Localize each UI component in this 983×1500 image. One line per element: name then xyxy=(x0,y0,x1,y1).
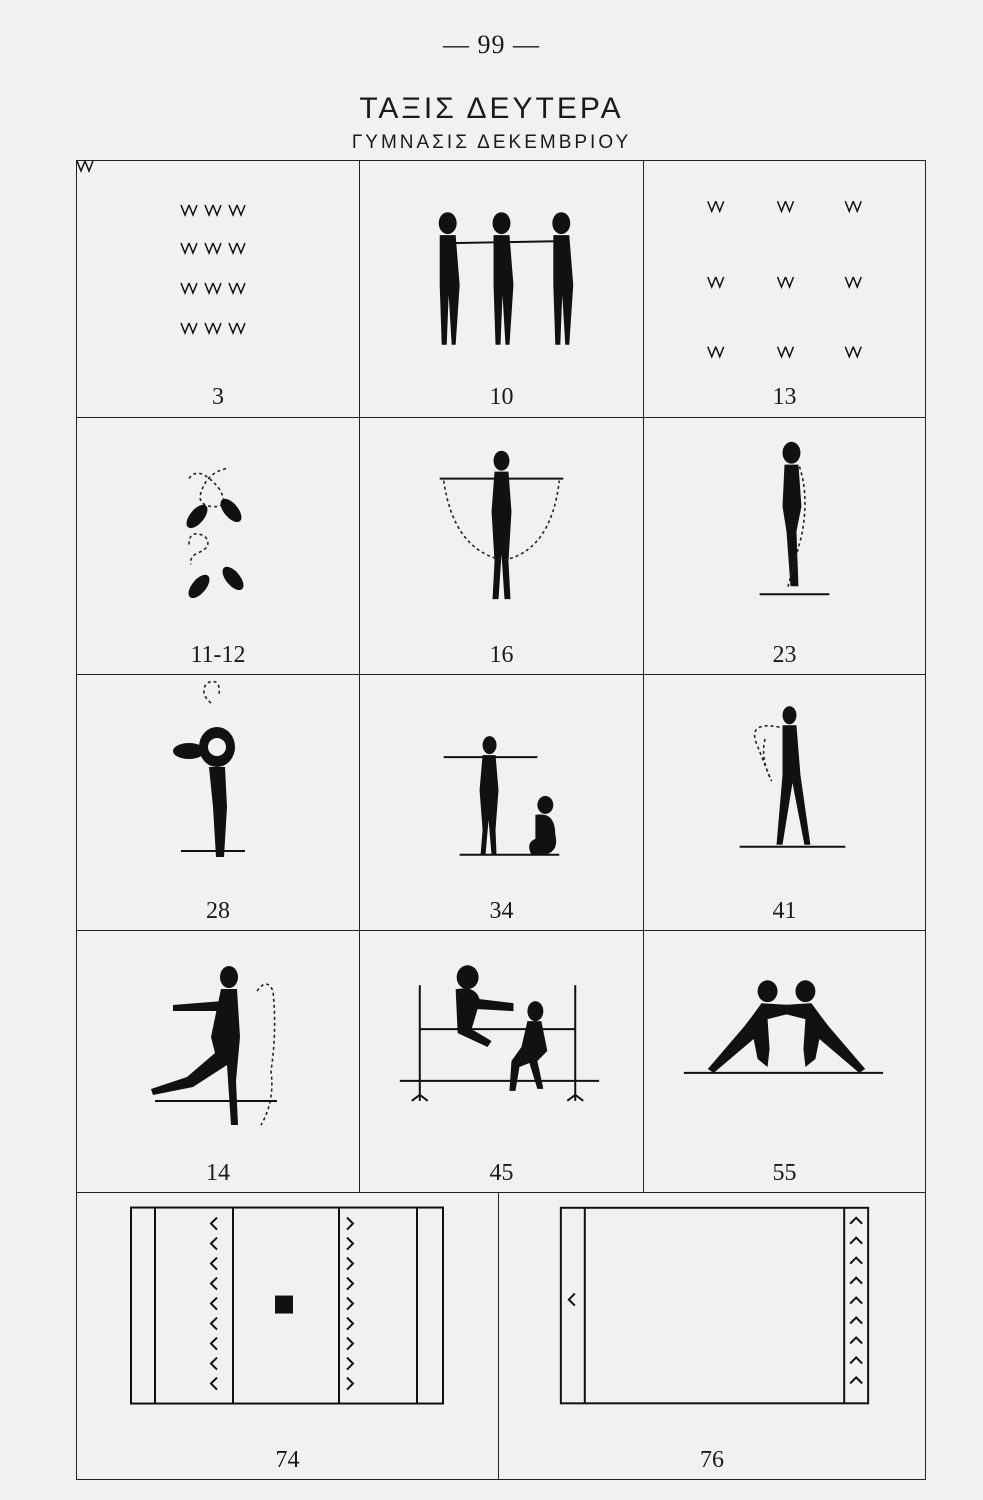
pushing-pair-drawing xyxy=(644,931,925,1151)
figure-label: 13 xyxy=(772,384,797,410)
page-title: ΤΑΞΙΣ ΔΕΥΤΕΡΑ xyxy=(359,92,624,125)
player-marks-right xyxy=(850,1218,862,1384)
figure-3 xyxy=(77,161,359,417)
figure-label: 16 xyxy=(489,642,514,668)
figure-label: 45 xyxy=(489,1160,514,1186)
figure-74 xyxy=(77,1193,498,1480)
figure-16 xyxy=(359,418,643,675)
foot-steps-drawing xyxy=(77,418,359,634)
leg-swing-drawing xyxy=(77,931,359,1151)
figure-11-12 xyxy=(77,418,359,675)
spread-formation-drawing xyxy=(644,161,925,376)
figure-45 xyxy=(359,931,643,1193)
figure-41 xyxy=(643,675,925,931)
player-marks-left xyxy=(211,1218,217,1390)
leg-raise-balance-drawing xyxy=(77,675,359,890)
figure-label: 14 xyxy=(206,1160,230,1186)
page-number: — 99 — xyxy=(443,30,540,59)
figure-14 xyxy=(77,931,359,1193)
figure-grid xyxy=(76,160,926,1480)
figure-55 xyxy=(643,931,925,1193)
figure-28 xyxy=(77,675,359,931)
high-jump-drawing xyxy=(360,931,643,1151)
figure-label: 55 xyxy=(772,1160,797,1186)
figure-label: 28 xyxy=(206,898,230,924)
field-diagram-74 xyxy=(77,1193,498,1434)
straddle-stand-drawing xyxy=(644,675,925,890)
figure-label: 3 xyxy=(212,384,224,410)
figure-23 xyxy=(643,418,925,675)
figure-label: 34 xyxy=(489,898,514,924)
figure-34 xyxy=(359,675,643,931)
figure-76 xyxy=(498,1193,925,1480)
footprint-icon xyxy=(77,161,93,171)
ball-icon xyxy=(275,1296,293,1314)
figure-13 xyxy=(643,161,925,417)
arms-raised-sideways-drawing xyxy=(360,418,643,634)
figure-label: 74 xyxy=(275,1447,300,1473)
figure-10 xyxy=(359,161,643,417)
field-diagram-76 xyxy=(499,1193,925,1434)
knee-raise-side-view-drawing xyxy=(644,418,925,634)
figure-row-2 xyxy=(77,417,925,675)
stand-and-squat-drawing xyxy=(360,675,643,890)
figure-row-3 xyxy=(77,674,925,931)
figure-label: 41 xyxy=(772,898,797,924)
figure-label: 23 xyxy=(772,642,797,668)
figure-label: 11-12 xyxy=(190,642,246,668)
figure-row-1 xyxy=(77,161,925,417)
figure-label: 10 xyxy=(489,384,514,410)
figure-label: 76 xyxy=(700,1447,724,1473)
footprint-formation-drawing xyxy=(77,161,359,376)
three-standing-figures-drawing xyxy=(360,161,643,376)
figure-row-5 xyxy=(77,1192,925,1480)
page-subtitle: ΓΥΜΝΑΣΙΣ ΔΕΚΕΜΒΡΙΟΥ xyxy=(351,132,632,153)
figure-row-4 xyxy=(77,930,925,1193)
player-marks-right xyxy=(347,1218,353,1390)
